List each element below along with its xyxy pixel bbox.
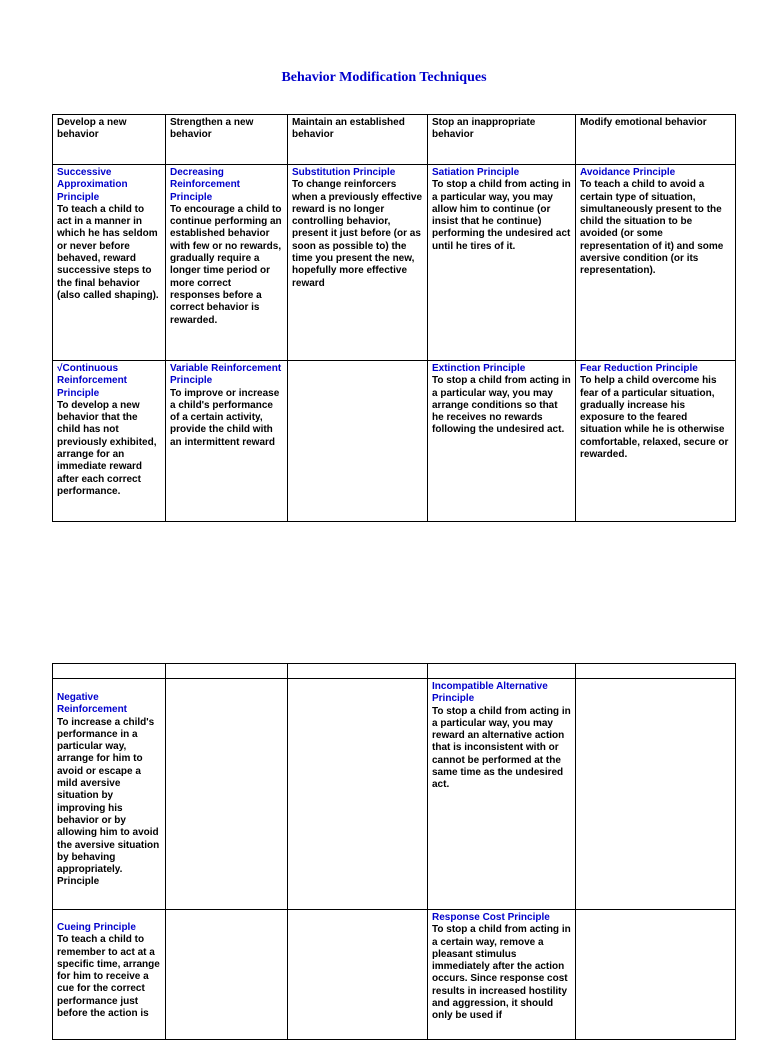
- principle-description: To teach a child to avoid a certain type of situation, simultaneously present to the child the situation to be avoided (or some representation of it) and some aversive condition (or its representation).: [580, 179, 724, 277]
- principle-description: To change reinforcers when a previously effective reward is no longer controlling behavior, present it just before (or as soon as possible to) the time you present the new, hopefully more effective reward: [292, 179, 423, 289]
- principle-description: To help a child overcome his fear of a particular situation, gradually increase his exposure to the feared situation while he is otherwise comfortable, relaxed, secure or rewarded.: [580, 375, 729, 461]
- principle-name: Successive Approximation Principle: [57, 167, 128, 203]
- principle-cell: [166, 361, 288, 522]
- principle-name: Decreasing Reinforcement Principle: [170, 167, 241, 203]
- techniques-table-1: [52, 114, 736, 522]
- principle-name: Substitution Principle: [292, 167, 396, 178]
- header-cell: [166, 115, 288, 165]
- principle-cell: [166, 679, 288, 910]
- empty-cell: [288, 664, 428, 679]
- principle-name: Negative Reinforcement: [57, 692, 128, 716]
- principle-cell: [288, 165, 428, 361]
- principle-name: Fear Reduction Principle: [580, 363, 698, 374]
- principle-cell: [166, 165, 288, 361]
- header-row: [53, 115, 736, 165]
- principle-name: √Continuous Reinforcement Principle: [57, 363, 128, 399]
- techniques-table-2: [52, 663, 736, 1040]
- principle-row: [53, 165, 736, 361]
- principle-cell: [428, 910, 576, 1040]
- empty-cell: [576, 664, 736, 679]
- principle-name: Avoidance Principle: [580, 167, 676, 178]
- header-cell: [576, 115, 736, 165]
- header-develop: Develop a new behavior: [57, 117, 127, 141]
- principle-name: Incompatible Alternative Principle: [432, 681, 548, 705]
- principle-row: [53, 910, 736, 1040]
- principle-name: Cueing Principle: [57, 922, 136, 933]
- principle-name: Response Cost Principle: [432, 912, 550, 923]
- empty-cell: [53, 664, 166, 679]
- principle-cell: [428, 679, 576, 910]
- principle-cell: [428, 361, 576, 522]
- header-cell: [288, 115, 428, 165]
- principle-row: [53, 361, 736, 522]
- principle-name: Extinction Principle: [432, 363, 526, 374]
- principle-description: To develop a new behavior that the child has not previously exhibited, arrange for an immediate reward after each correct performance.: [57, 399, 157, 497]
- principle-cell: [53, 679, 166, 910]
- principle-description: To encourage a child to continue performing an established behavior with few or no rewards, gradually require a longer time period or more correct responses before a correct behavior is rewarded.: [170, 203, 282, 326]
- header-maintain: Maintain an established behavior: [292, 117, 405, 141]
- principle-cell: [576, 165, 736, 361]
- empty-header-row: [53, 664, 736, 679]
- principle-cell: [288, 679, 428, 910]
- header-cell: [53, 115, 166, 165]
- principle-cell: [53, 910, 166, 1040]
- principle-description: To teach a child to act in a manner in which he has seldom or never before behaved, reward successive steps to the final behavior (also called shaping).: [57, 203, 159, 301]
- principle-cell: [288, 361, 428, 522]
- principle-cell: [576, 910, 736, 1040]
- principle-row: [53, 679, 736, 910]
- principle-cell: [53, 165, 166, 361]
- principle-description: To stop a child from acting in a particular way, you may arrange conditions so that he receives no rewards following the undesired act.: [432, 375, 571, 436]
- empty-cell: [428, 664, 576, 679]
- principle-name: Variable Reinforcement Principle: [170, 363, 282, 387]
- principle-cell: [576, 361, 736, 522]
- principle-description: To teach a child to remember to act at a specific time, arrange for him to receive a cue for the correct performance just before the action is: [57, 934, 160, 1020]
- principle-description: To stop a child from acting in a particular way, you may allow him to continue (or insist that he continue) performing the undesired act until he tires of it.: [432, 179, 571, 252]
- header-stop: Stop an inappropriate behavior: [432, 117, 536, 141]
- principle-cell: [166, 910, 288, 1040]
- principle-description: To stop a child from acting in a certain way, remove a pleasant stimulus immediately after the action occurs. Since response cost results in increased hostility and aggression, it should only be used if: [432, 924, 571, 1022]
- header-modify-emotional: Modify emotional behavior: [580, 117, 707, 128]
- principle-cell: [53, 361, 166, 522]
- page-title: Behavior Modification Techniques: [281, 70, 487, 85]
- principle-description: To stop a child from acting in a particular way, you may reward an alternative action that is inconsistent with or cannot be performed at the same time as the undesired act.: [432, 705, 571, 791]
- header-strengthen: Strengthen a new behavior: [170, 117, 254, 141]
- empty-cell: [166, 664, 288, 679]
- principle-cell: [428, 165, 576, 361]
- header-cell: [428, 115, 576, 165]
- principle-cell: [576, 679, 736, 910]
- principle-cell: [288, 910, 428, 1040]
- principle-description: To increase a child's performance in a particular way, arrange for him to avoid or escape a mild aversive situation by improving his behavior or by allowing him to avoid the aversive situation by behaving appropriately. Principle: [57, 716, 160, 888]
- principle-description: To improve or increase a child's performance of a certain activity, provide the child with an intermittent reward: [170, 387, 280, 448]
- principle-name: Satiation Principle: [432, 167, 520, 178]
